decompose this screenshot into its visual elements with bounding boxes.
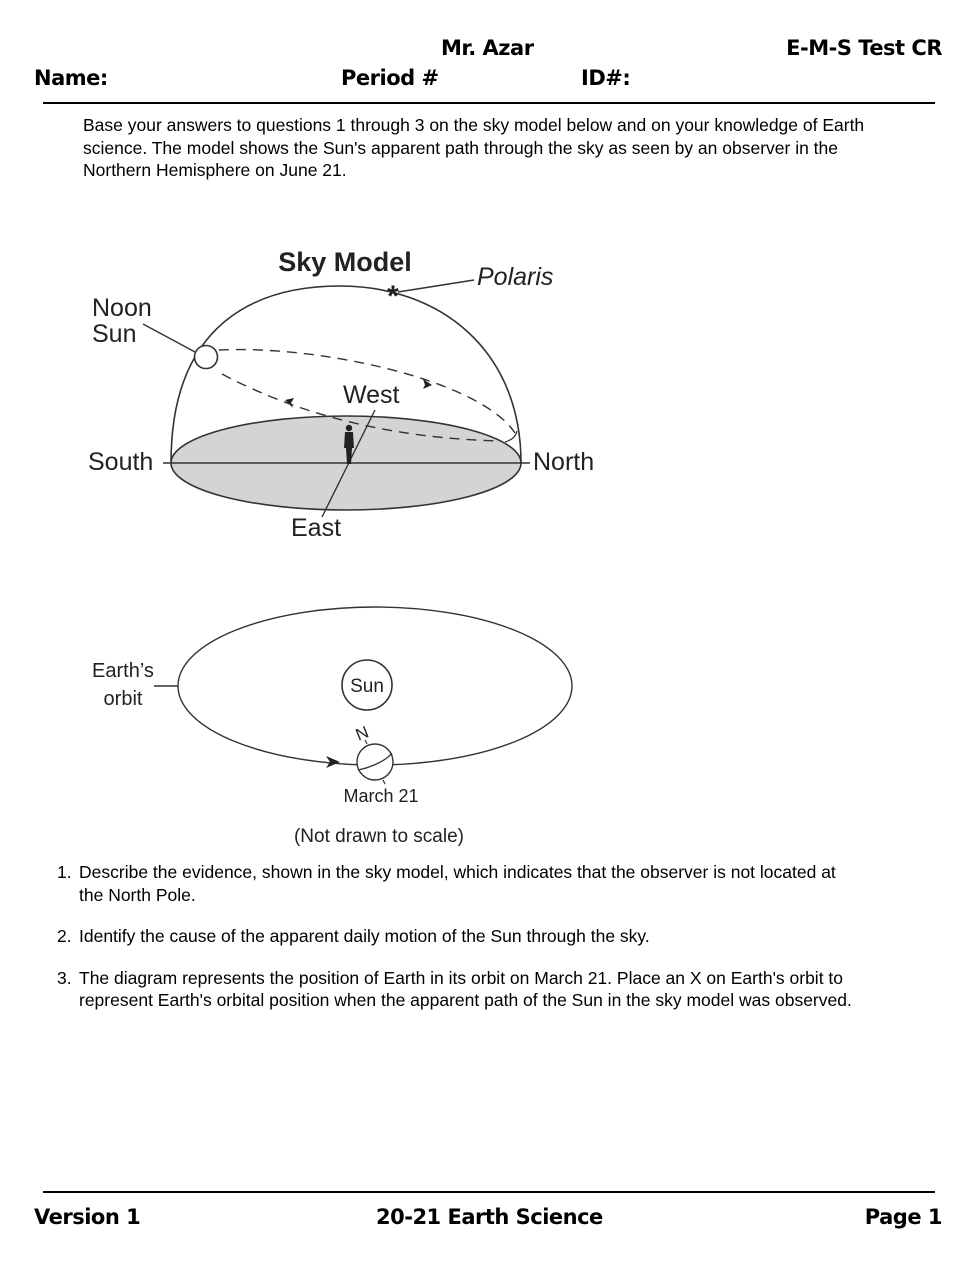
sky-model-title: Sky Model bbox=[278, 247, 412, 277]
period-label: Period # bbox=[341, 66, 439, 90]
teacher-name: Mr. Azar bbox=[441, 36, 534, 60]
west-label: West bbox=[343, 381, 400, 409]
name-label: Name: bbox=[34, 66, 108, 90]
north-label: North bbox=[533, 448, 595, 476]
version-label: Version 1 bbox=[34, 1205, 141, 1229]
sky-model-diagram bbox=[88, 247, 594, 542]
question-1 bbox=[57, 861, 857, 906]
question-2 bbox=[57, 925, 857, 948]
question-text: The diagram represents the position of Earth in its orbit on March 21. Place an X on Earth's orbit to represent Earth's orbital position when the apparent path of the Sun in the sky model was observed. bbox=[79, 967, 852, 1010]
page-number: Page 1 bbox=[864, 1205, 942, 1229]
question-3 bbox=[57, 967, 857, 1012]
orbit-diagram bbox=[92, 607, 572, 847]
south-label: South bbox=[88, 448, 154, 476]
question-number: 2. bbox=[57, 926, 72, 946]
east-label: East bbox=[291, 514, 342, 542]
test-title: E-M-S Test CR bbox=[786, 36, 942, 60]
course-label: 20-21 Earth Science bbox=[376, 1205, 603, 1229]
questions-list bbox=[57, 861, 857, 1031]
question-number: 1. bbox=[57, 862, 72, 882]
earth-march21-icon bbox=[357, 740, 393, 784]
noon-sun-icon bbox=[195, 346, 218, 369]
north-pole-marker: N bbox=[352, 722, 372, 745]
sun-label: Sun bbox=[92, 320, 137, 348]
orbit-label-line2: orbit bbox=[103, 688, 143, 710]
question-text: Describe the evidence, shown in the sky model, which indicates that the observer is not located at the North Pole. bbox=[79, 862, 836, 905]
march21-label: March 21 bbox=[343, 786, 419, 806]
id-label: ID#: bbox=[581, 66, 631, 90]
scale-note: (Not drawn to scale) bbox=[293, 826, 465, 847]
question-text: Identify the cause of the apparent daily motion of the Sun through the sky. bbox=[79, 926, 650, 946]
orbit-label-line1: Earth’s bbox=[92, 660, 154, 682]
noon-label: Noon bbox=[92, 294, 152, 322]
footer-divider bbox=[43, 1191, 935, 1193]
intro-paragraph: Base your answers to questions 1 through 3 on the sky model below and on your knowledge of Earth science. The model shows the Sun's apparent path through the sky as seen by an observer in the Northern Hemisphere on June 21. bbox=[83, 115, 865, 180]
orbit-sun-label: Sun bbox=[350, 676, 384, 697]
question-number: 3. bbox=[57, 967, 72, 988]
noon-sun-leader bbox=[143, 324, 195, 352]
polaris-star-icon: * bbox=[387, 280, 399, 313]
orbit-direction-arrow-icon bbox=[326, 756, 340, 768]
polaris-label: Polaris bbox=[477, 263, 554, 291]
polaris-leader bbox=[398, 280, 474, 292]
